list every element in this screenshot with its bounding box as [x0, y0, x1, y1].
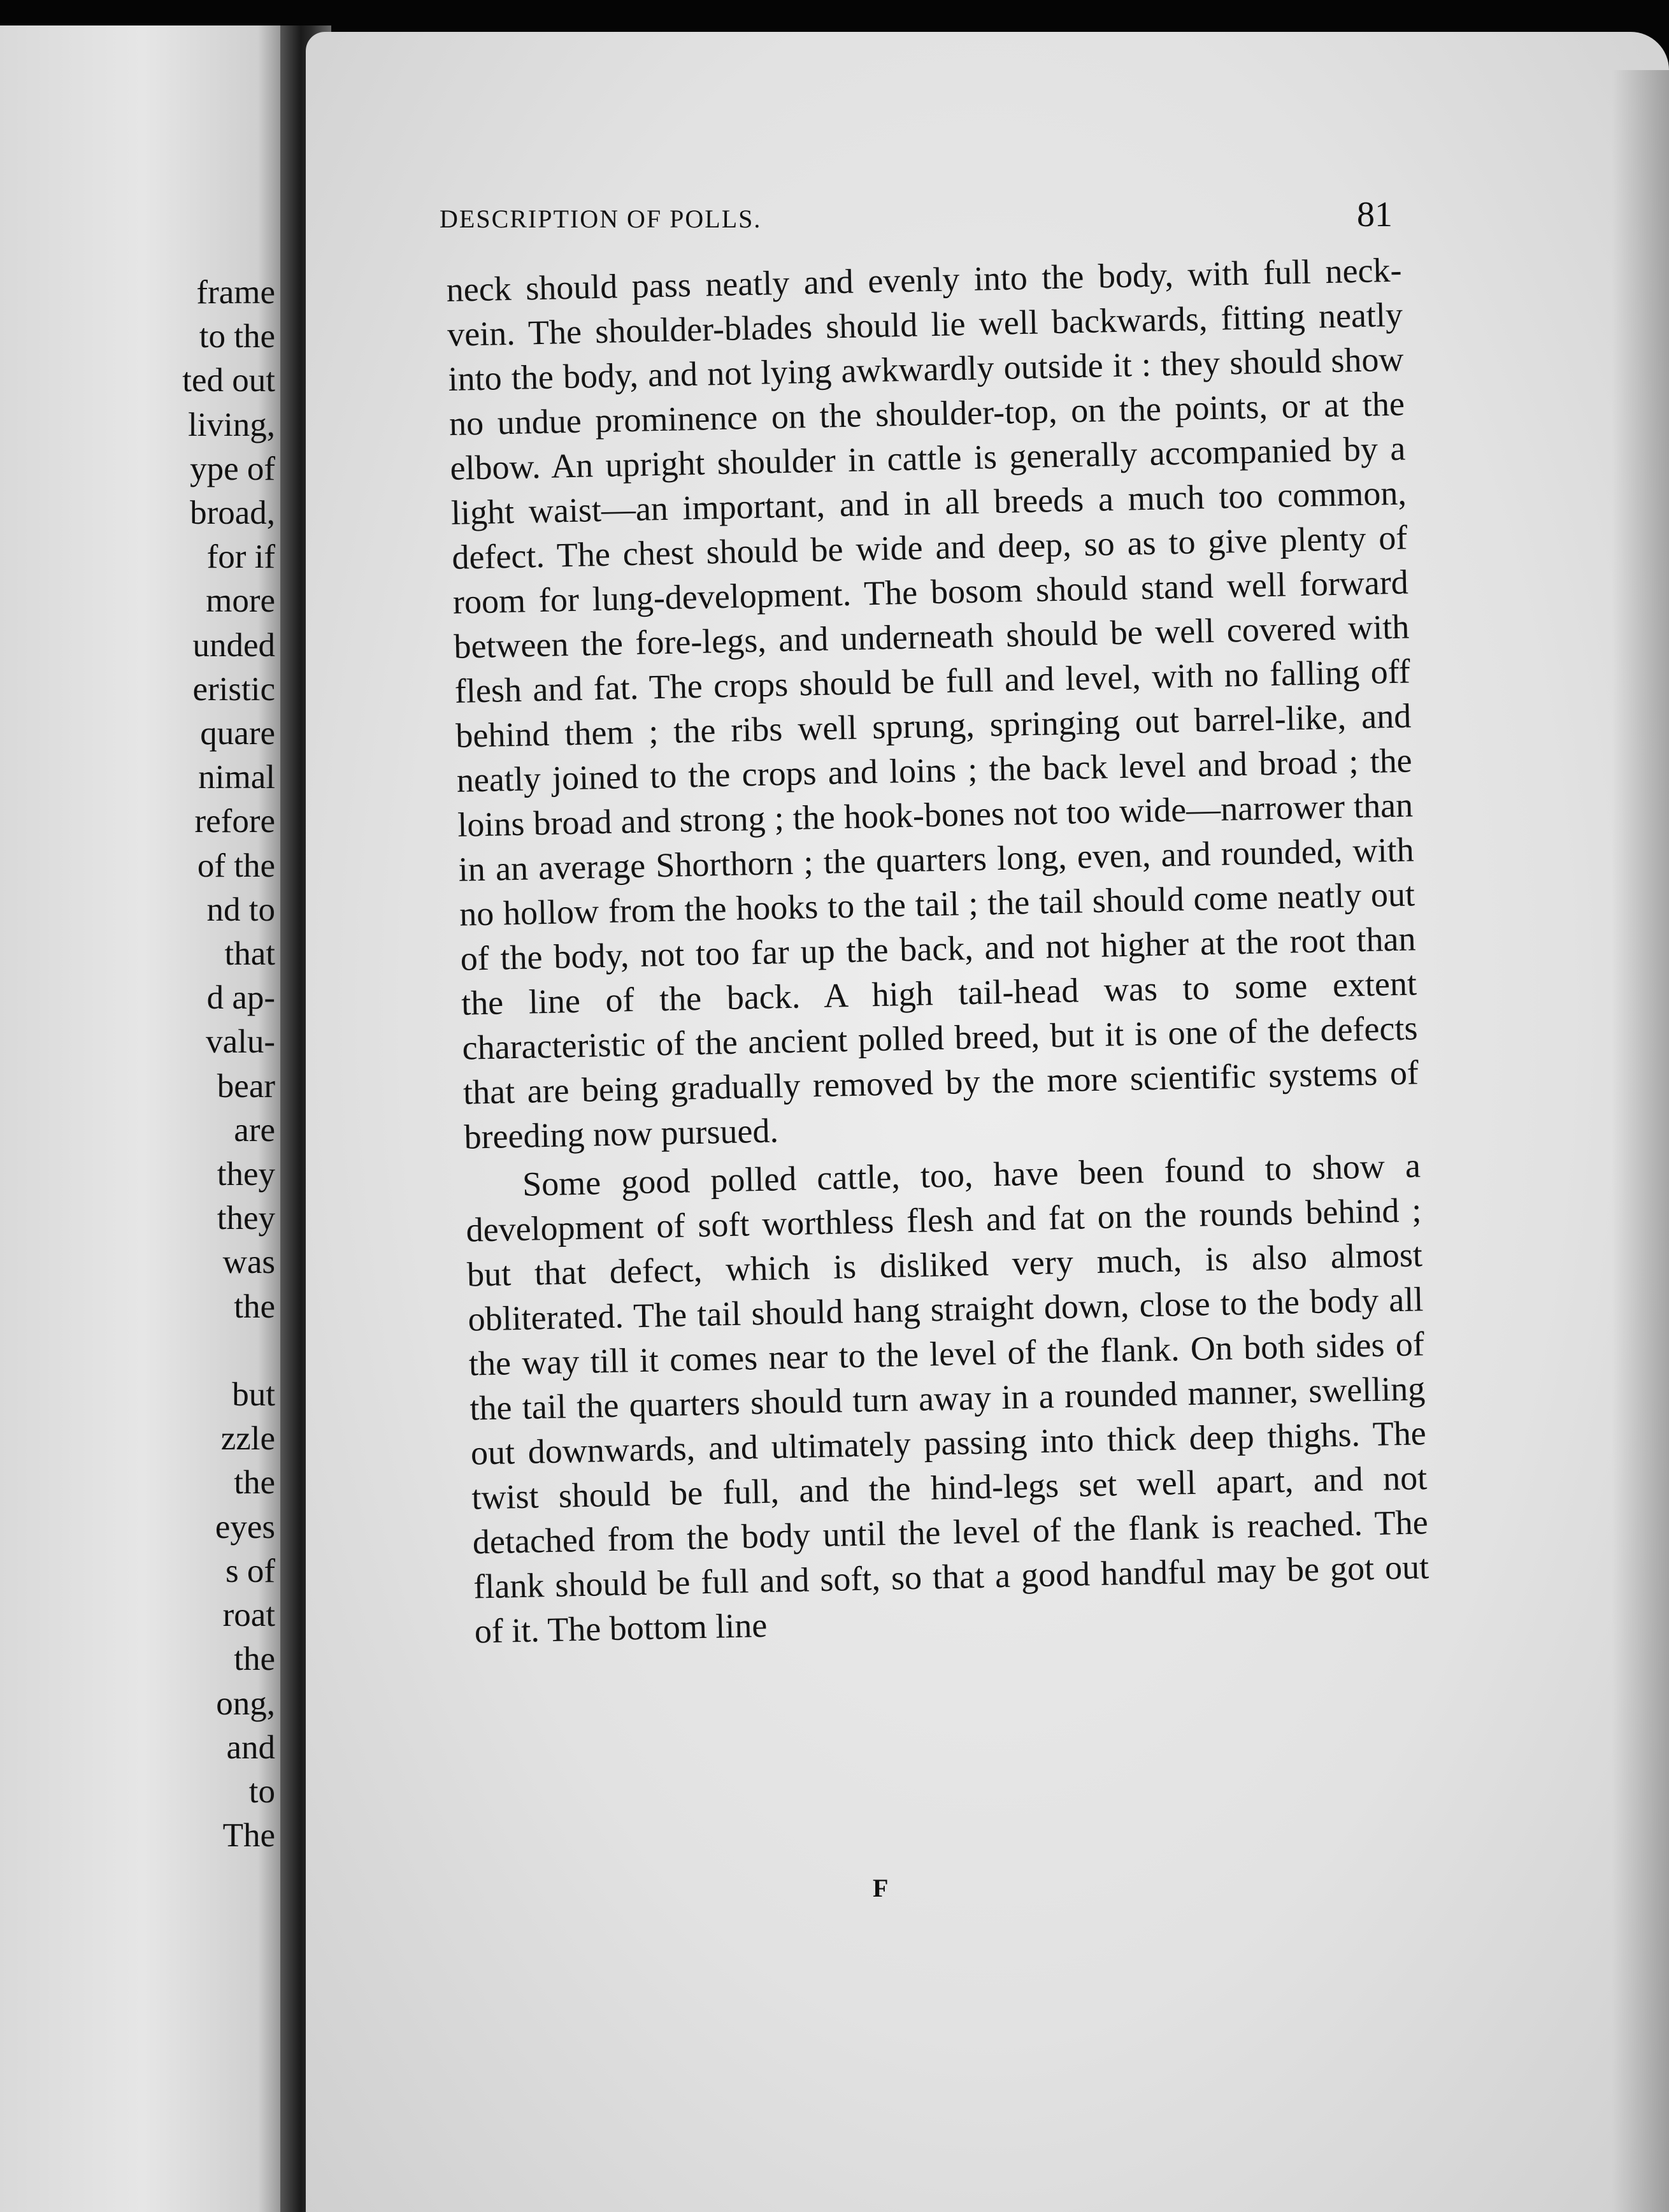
- paragraph-2: Some good polled cattle, too, have been found to show a development of soft worthless flesh and fat on the rounds behind ; but that defect, which is disliked very much, is also almost obliterated. The tail should hang straight down, close to the body all the way till it comes near to the level of the flank. On both sides of the tail the quarters should turn away in a rounded manner, swelling out downwards, and ultimately passing into thick deep thighs. The twist should be full, and the hind-legs set well apart, and not detached from the body until the level of the flank is reached. The flank should be full and soft, so that a good handful may be got out of it. The bottom line: [466, 1146, 1429, 1651]
- facing-page-line: valu-: [206, 1023, 275, 1061]
- facing-page-line: nd to: [206, 891, 275, 928]
- page-body: [446, 248, 1430, 1654]
- facing-page-line: The: [222, 1817, 275, 1855]
- facing-page-line: living,: [188, 406, 275, 443]
- facing-page-line: are: [234, 1111, 275, 1149]
- facing-page-line: refore: [194, 803, 275, 840]
- facing-page-line: they: [217, 1200, 275, 1237]
- facing-page-line: nimal: [198, 759, 275, 796]
- facing-page-line: [182, 1329, 275, 1373]
- signature-mark: F: [873, 1874, 889, 1902]
- facing-page-line: but: [232, 1376, 275, 1414]
- page-edge-shadow: [1612, 70, 1669, 2212]
- facing-page-line: quare: [200, 715, 275, 752]
- facing-page-line: the: [234, 1641, 275, 1678]
- facing-page-line: to the: [199, 318, 275, 356]
- facing-page-line: bear: [217, 1067, 275, 1105]
- facing-page-line: was: [222, 1244, 275, 1281]
- facing-page-line: frame: [196, 274, 275, 311]
- facing-page-line: and: [226, 1728, 275, 1766]
- facing-page-line: more: [206, 582, 275, 620]
- running-header: DESCRIPTION OF POLLS.: [440, 205, 762, 233]
- facing-page-line: eristic: [192, 670, 275, 708]
- facing-page-line: ted out: [182, 362, 275, 399]
- paragraph-1: neck should pass neatly and evenly into the body, with full neck-vein. The shoulder-blades should lie well backwards, fitting neatly into the body, and not lying awkwardly outside it : they should show no undue prominence on the shoulder-top, on the points, or at the elbow. An upright shoulder in cattle is generally accompanied by a light waist—an important, and in all breeds a much too common, defect. The chest should be wide and deep, so as to give plenty of room for lung-development. The bosom should stand well forward between the fore-legs, and underneath should be well covered with flesh and fat. The crops should be full and level, with no falling off behind them ; the ribs well sprung, springing out barrel-like, and neatly joined to the crops and loins ; the back level and broad ; the loins broad and strong ; the hook-bones not too wide—narrower than in an average Shorthorn ; the quarters long, even, and rounded, with no hollow from the hooks to the tail ; the tail should come neatly out of the body, not too far up the back, and not higher at the root than the line of the back. A high tail-head was to some extent characteristic of the ancient polled breed, but it is one of the defects that are being gradually removed by the more scientific systems of breeding now pursued.: [446, 250, 1419, 1156]
- facing-page-line: ong,: [216, 1684, 275, 1722]
- facing-page: [0, 25, 287, 2212]
- facing-page-line: for if: [206, 538, 275, 576]
- facing-page-line: that: [224, 935, 275, 973]
- facing-page-line: broad,: [190, 494, 275, 532]
- facing-page-line: roat: [222, 1597, 275, 1634]
- page-number: 81: [1357, 195, 1393, 234]
- facing-page-line: s of: [225, 1552, 275, 1590]
- facing-page-line: of the: [197, 847, 275, 884]
- facing-page-line: zzle: [220, 1420, 275, 1458]
- facing-page-line: unded: [192, 626, 275, 664]
- facing-page-line: ype of: [190, 450, 275, 487]
- facing-page-line: they: [217, 1156, 275, 1193]
- facing-page-line: d ap-: [206, 979, 275, 1017]
- facing-page-line: the: [234, 1288, 275, 1325]
- facing-page-line: the: [234, 1464, 275, 1502]
- facing-page-line: eyes: [215, 1508, 275, 1546]
- facing-page-text: [182, 271, 275, 1858]
- facing-page-line: to: [248, 1772, 275, 1810]
